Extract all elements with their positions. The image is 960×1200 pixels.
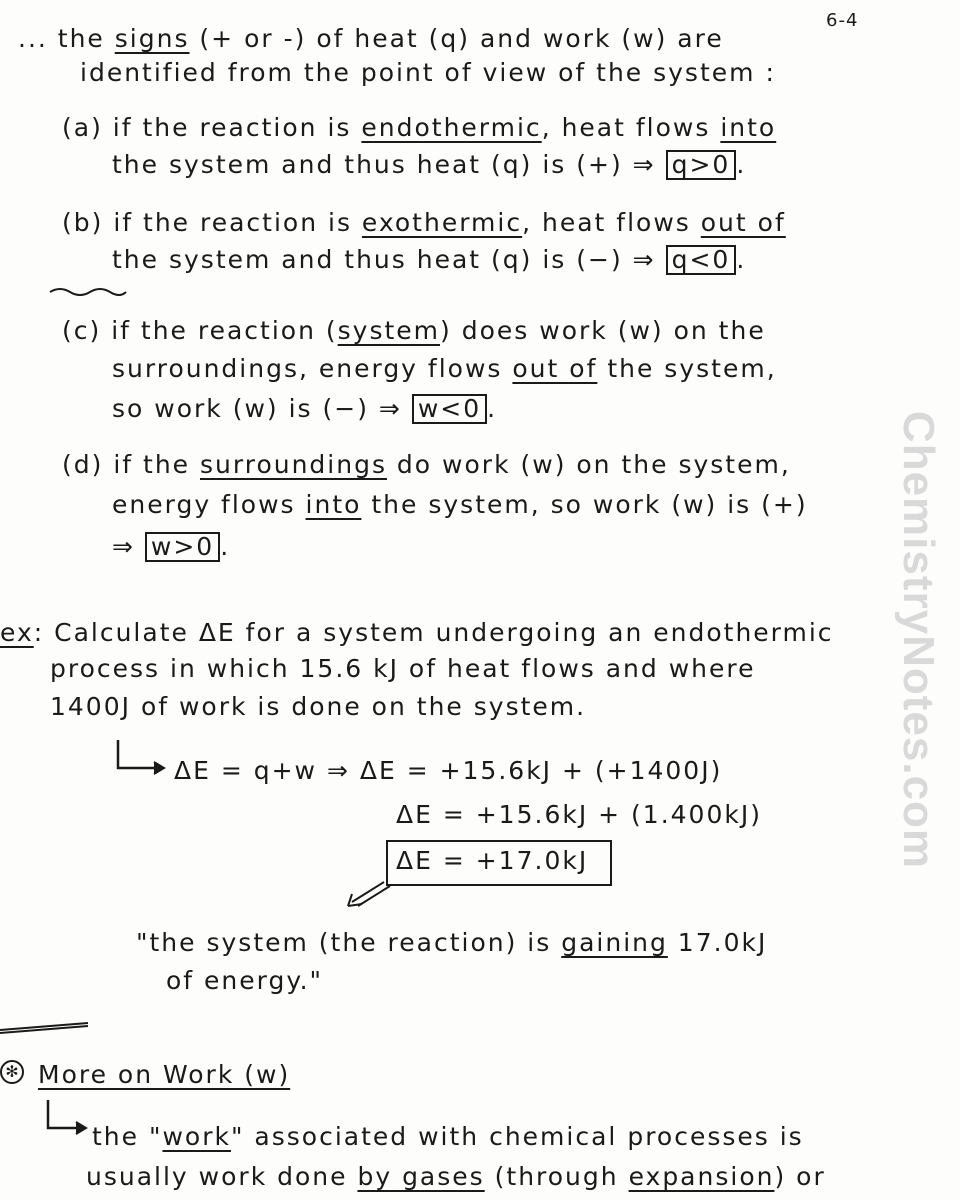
- quote-line-1: "the system (the reaction) is gaining 17.0kJ: [136, 928, 768, 957]
- item-d-line-2: energy flows into the system, so work (w) is (+): [112, 490, 808, 519]
- watermark: ChemistryNotes.com: [894, 410, 943, 870]
- boxed-answer-q-negative: q<0: [666, 245, 737, 275]
- hook-arrow-icon: [112, 738, 172, 778]
- squiggle-divider: [48, 286, 128, 298]
- item-c-line-1: (c) if the reaction (system) does work (w) on the: [62, 316, 766, 345]
- double-line-divider: [0, 1020, 92, 1034]
- example-label: ex: [0, 618, 34, 647]
- boxed-answer-w-positive: w>0: [145, 532, 220, 562]
- item-c-line-3: so work (w) is (−) ⇒ w<0 .: [112, 394, 498, 423]
- equation-line-2: ΔE = +15.6kJ + (1.400kJ): [396, 800, 762, 829]
- section-line-1: the "work" associated with chemical processes is: [92, 1122, 804, 1151]
- quote-line-2: of energy.": [166, 966, 324, 995]
- item-a-line-1: (a) if the reaction is endothermic, heat flows into: [62, 113, 777, 142]
- hook-arrow-icon-2: [42, 1098, 92, 1138]
- example-line-2: process in which 15.6 kJ of heat flows and where: [50, 654, 756, 683]
- item-c-line-2: surroundings, energy flows out of the system,: [112, 354, 777, 383]
- item-d-line-1: (d) if the surroundings do work (w) on the system,: [62, 450, 791, 479]
- intro-line-1: ... the signs (+ or -) of heat (q) and work (w) are: [18, 24, 724, 53]
- page-number: 6-4: [826, 10, 859, 31]
- example-line-3: 1400J of work is done on the system.: [50, 692, 587, 721]
- item-b-line-2: the system and thus heat (q) is (−) ⇒ q<0 .: [112, 245, 747, 274]
- asterisk-bullet-icon: ✻: [0, 1060, 24, 1084]
- equation-result: ΔE = +17.0kJ: [396, 846, 589, 875]
- down-left-arrow-icon: [340, 878, 400, 908]
- boxed-answer-w-negative: w<0: [412, 394, 487, 424]
- intro-line-2: identified from the point of view of the system :: [80, 58, 776, 87]
- equation-line-1: ΔE = q+w ⇒ ΔE = +15.6kJ + (+1400J): [174, 756, 723, 785]
- item-a-line-2: the system and thus heat (q) is (+) ⇒ q>0 .: [112, 150, 747, 179]
- boxed-answer-q-positive: q>0: [666, 150, 737, 180]
- item-b-line-1: (b) if the reaction is exothermic, heat flows out of: [62, 208, 786, 237]
- section-heading: More on Work (w): [38, 1060, 291, 1089]
- item-d-line-3: ⇒ w>0 .: [112, 532, 231, 561]
- example-line-1: ex: Calculate ΔE for a system undergoing an endothermic: [0, 618, 834, 647]
- section-line-2: usually work done by gases (through expansion) or: [86, 1162, 826, 1191]
